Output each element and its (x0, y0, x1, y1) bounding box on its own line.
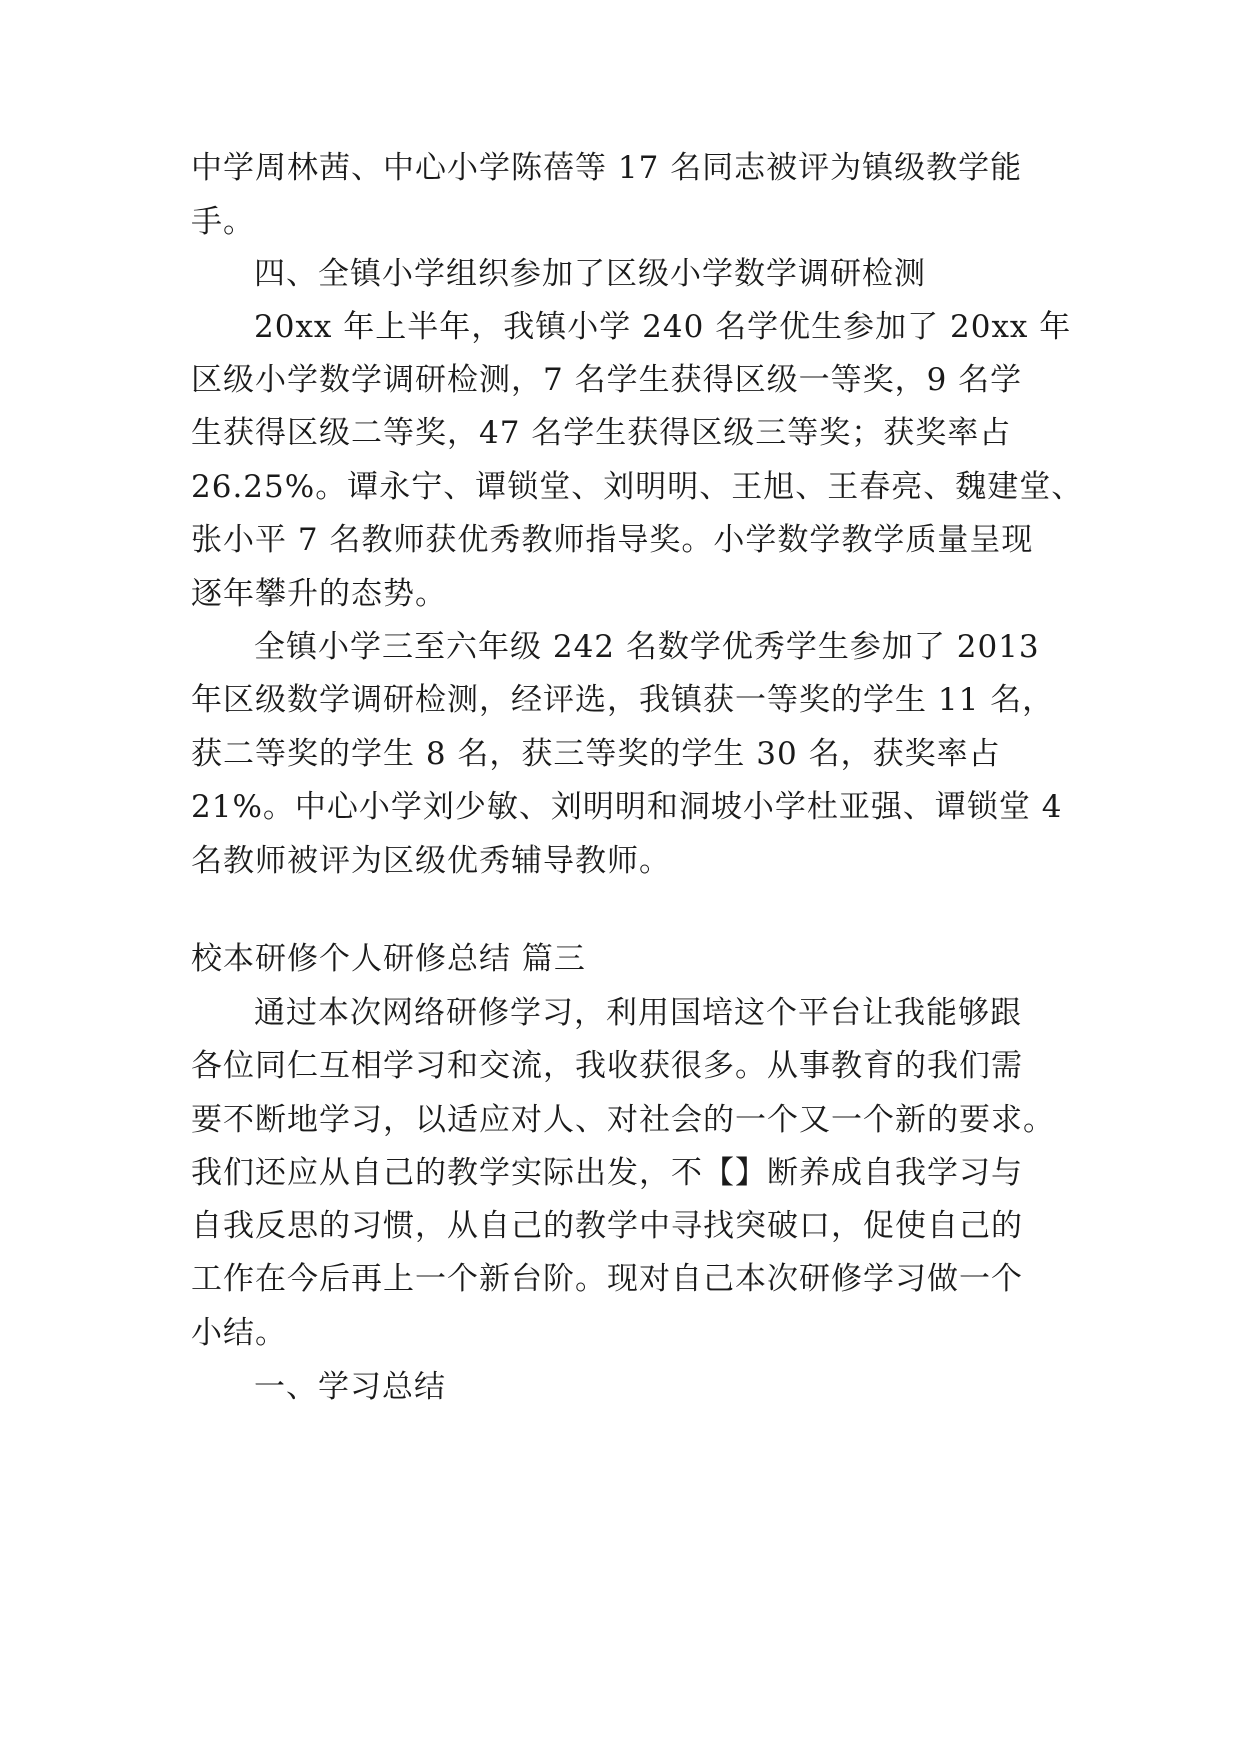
text-line: 年区级数学调研检测，经评选，我镇获一等奖的学生 11 名， (191, 682, 1055, 718)
text-line: 张小平 7 名教师获优秀教师指导奖。小学数学教学质量呈现 (191, 522, 1034, 558)
section-title: 校本研修个人研修总结 篇三 (191, 941, 586, 977)
text-line: 通过本次网络研修学习，利用国培这个平台让我能够跟 (254, 995, 1022, 1031)
text-line: 全镇小学三至六年级 242 名数学优秀学生参加了 2013 (254, 629, 1040, 665)
section-heading-4: 四、全镇小学组织参加了区级小学数学调研检测 (254, 256, 926, 292)
text-line: 区级小学数学调研检测，7 名学生获得区级一等奖，9 名学 (191, 362, 1023, 398)
text-line: 中学周林茜、中心小学陈蓓等 17 名同志被评为镇级教学能 (191, 150, 1023, 186)
text-line: 26.25%。谭永宁、谭锁堂、刘明明、王旭、王春亮、魏建堂、 (191, 469, 1084, 505)
text-line: 我们还应从自己的教学实际出发，不【】断养成自我学习与 (191, 1155, 1023, 1191)
text-line: 21%。中心小学刘少敏、刘明明和洞坡小学杜亚强、谭锁堂 4 (191, 789, 1063, 825)
text-line: 逐年攀升的态势。 (191, 576, 447, 612)
text-line: 小结。 (191, 1315, 287, 1351)
text-line: 获二等奖的学生 8 名，获三等奖的学生 30 名，获奖率占 (191, 736, 1001, 772)
text-line: 生获得区级二等奖，47 名学生获得区级三等奖；获奖率占 (191, 415, 1012, 451)
text-line: 要不断地学习，以适应对人、对社会的一个又一个新的要求。 (191, 1102, 1055, 1138)
text-line: 各位同仁互相学习和交流，我收获很多。从事教育的我们需 (191, 1048, 1023, 1084)
subsection-heading: 一、学习总结 (254, 1369, 446, 1405)
text-line: 名教师被评为区级优秀辅导教师。 (191, 843, 671, 879)
text-line: 自我反思的习惯，从自己的教学中寻找突破口，促使自己的 (191, 1208, 1023, 1244)
text-line: 手。 (191, 204, 255, 240)
text-line: 20xx 年上半年，我镇小学 240 名学优生参加了 20xx 年 (254, 309, 1072, 345)
text-line: 工作在今后再上一个新台阶。现对自己本次研修学习做一个 (191, 1261, 1023, 1297)
